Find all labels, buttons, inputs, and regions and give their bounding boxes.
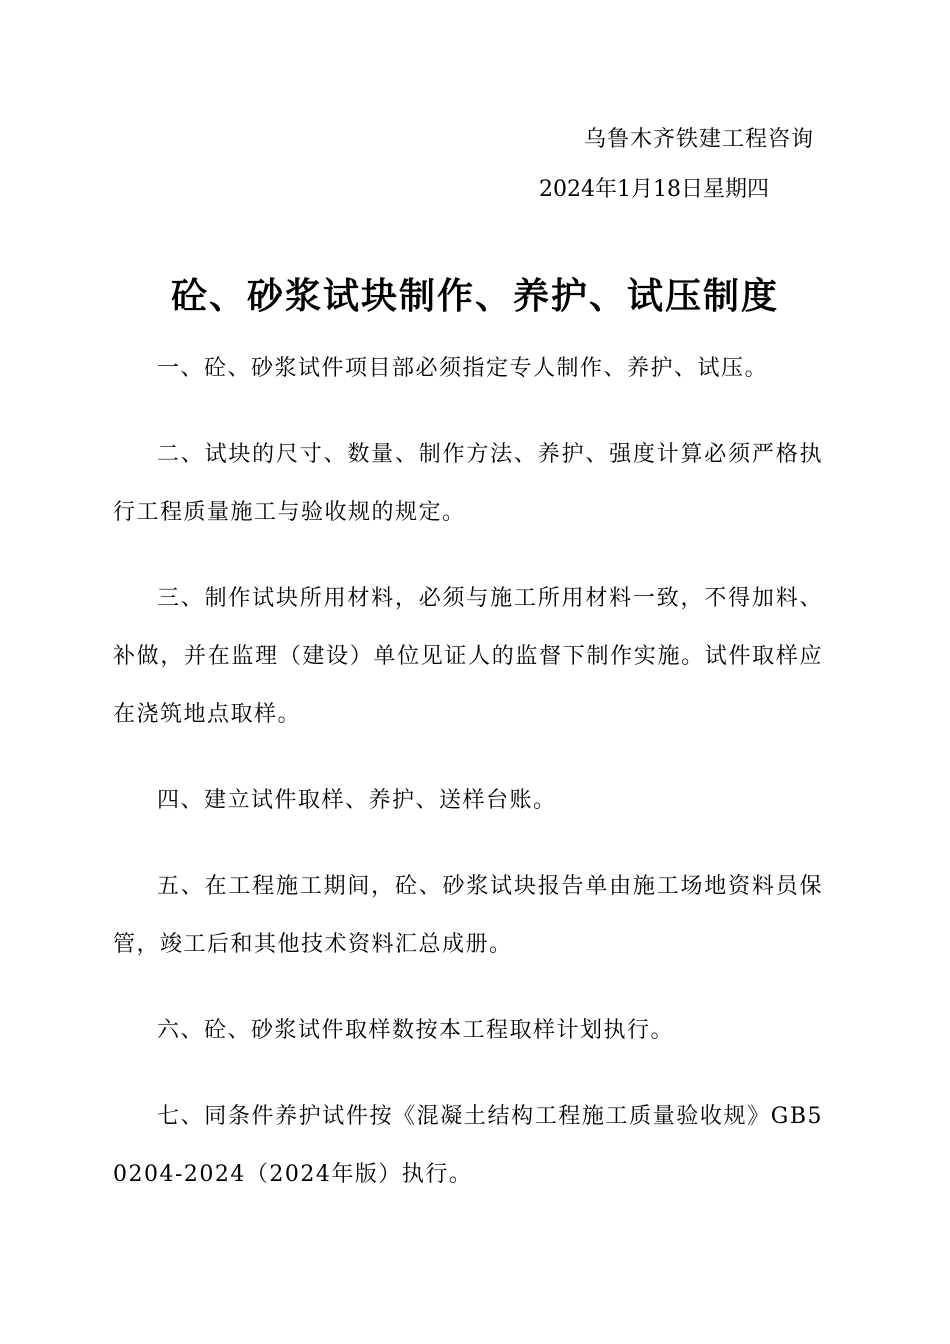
paragraph-5: 五、在工程施工期间，砼、砂浆试块报告单由施工场地资料员保管，竣工后和其他技术资料汇总成册。 <box>113 874 823 957</box>
paragraph-1: 一、砼、砂浆试件项目部必须指定专人制作、养护、试压。 <box>157 356 769 381</box>
header-date: 2024年1月18日星期四 <box>539 177 769 202</box>
paragraph-7: 七、同条件养护试件按《混凝土结构工程施工质量验收规》GB50204-2024（2024年版）执行。 <box>113 1104 823 1187</box>
document-body <box>113 340 823 1204</box>
paragraph-6: 六、砼、砂浆试件取样数按本工程取样计划执行。 <box>157 1018 675 1043</box>
document-title: 砼、砂浆试块制作、养护、试压制度 <box>170 276 779 317</box>
header-organization: 乌鲁木齐铁建工程咨询 <box>583 127 814 152</box>
paragraph-2: 二、试块的尺寸、数量、制作方法、养护、强度计算必须严格执行工程质量施工与验收规的规定。 <box>113 442 823 525</box>
paragraph-4: 四、建立试件取样、养护、送样台账。 <box>157 788 557 813</box>
paragraph-3: 三、制作试块所用材料，必须与施工所用材料一致，不得加料、补做，并在监理（建设）单位见证人的监督下制作实施。试件取样应在浇筑地点取样。 <box>113 586 823 727</box>
